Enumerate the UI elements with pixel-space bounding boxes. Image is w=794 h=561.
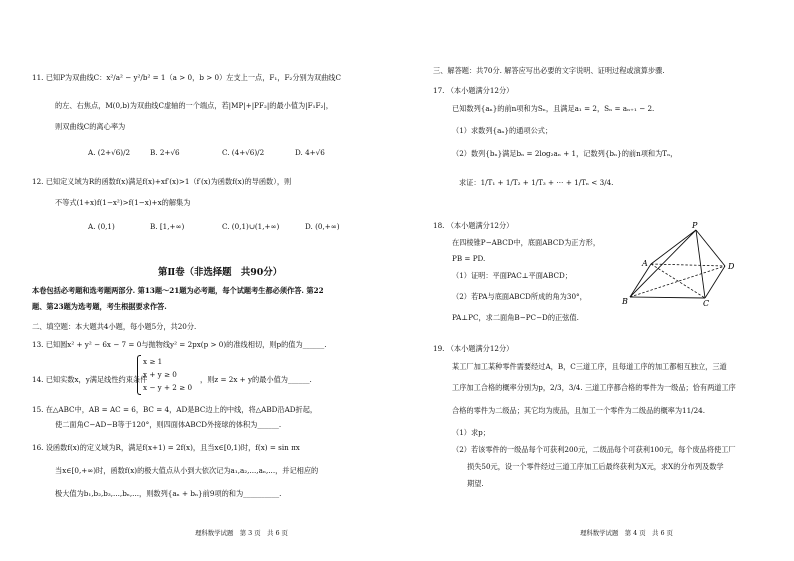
q19-line2: 工序加工合格的概率分别为p，2/3，3/4. 三道工序都合格的零件为一级品；恰有两道工序 (452, 383, 736, 392)
q19-line4: 损失50元，设一个零件经过三道工序加工后最终获利为X元，求X的分布列及数学 (467, 462, 724, 471)
q18-line2: PB = PD. (452, 254, 486, 263)
label-a: A (642, 259, 648, 268)
section-title: 第Ⅱ卷（非选择题 共90分） (158, 267, 283, 278)
q11-option-a: A. (2+√6)/2 (88, 148, 131, 157)
q14-brace (137, 355, 141, 395)
q14-constraint-1: x ≥ 1 (143, 357, 163, 366)
q18-part1: （1）证明：平面PAC⊥平面ABCD； (452, 271, 572, 280)
q14-constraint-3: x − y + 2 ≥ 0 (143, 383, 193, 392)
label-d: D (728, 262, 735, 271)
edge-pb (630, 230, 696, 297)
q11-line3: 则双曲线C的离心率为 (55, 122, 126, 131)
q19-line1: 某工厂加工某种零件需要经过A，B，C三道工序，且每道工序的加工都相互独立，三道 (452, 362, 727, 371)
q12-line2: 不等式(1+x)f(1−x²)>f(1−x)+x的解集为 (55, 198, 191, 207)
fill-header: 二、填空题：本大题共4小题，每小题5分，共20分. (32, 322, 197, 331)
page-4 (397, 0, 794, 561)
q15-line1: 15. 在△ABC中，AB = AC = 6，BC = 4，AD是BC边上的中线，将△ABD沿AD折起， (32, 405, 318, 414)
q11-line1: 11. 已知P为双曲线C：x²/a² − y²/b² = 1（a > 0，b > 0）左支上一点，F₁，F₂分别为双曲线C (32, 73, 341, 82)
q17-title: 17. （本小题满分12分） (433, 86, 514, 95)
q17-prove: 求证：1/T₁ + 1/T₂ + 1/T₃ + ⋯ + 1/Tₙ < 3/4. (459, 178, 614, 187)
q12-line1: 12. 已知定义域为R的函数f(x)满足f(x)+xf′(x)>1（f′(x)为函数f(x)的导函数），则 (32, 177, 292, 186)
q12-option-b: B. [1,+∞) (150, 222, 185, 231)
label-p: P (692, 222, 698, 230)
q11-option-c: C. (4+√6)/2 (222, 148, 265, 157)
q11-line2: 的左、右焦点，M(0,b)为双曲线C虚轴的一个端点，若|MP|+|PF₂|的最小值为|F₁F₂|， (55, 101, 333, 110)
pyramid-figure (619, 222, 739, 308)
diag-ac-hidden (651, 264, 705, 298)
q19-part2: （2）若该零件的一级品每个可获利200元，二级品每个可获利100元，每个废品将使工厂 (452, 445, 736, 454)
q13: 13. 已知圆x² + y² − 6x − 7 = 0与抛物线y² = 2px(p > 0)的准线相切，则p的值为______. (32, 340, 327, 349)
q14-pre: 14. 已知实数x，y满足线性约束条件 (32, 375, 148, 384)
q11-option-d: D. 4+√6 (295, 148, 325, 157)
q12-option-c: C. (0,1)∪(1,+∞) (222, 222, 280, 231)
q11-option-b: B. 2+√6 (150, 148, 180, 157)
q14-constraint-2: x + y ≥ 0 (143, 370, 177, 379)
edge-bc (630, 297, 705, 298)
q16-line1: 16. 设函数f(x)的定义域为R，满足f(x+1) = 2f(x)，且当x∈[0,1)时，f(x) = sin πx (32, 443, 300, 452)
q16-line3: 极大值为b₁,b₂,b₃,...,bₙ,...，则数列{aₙ + bₙ}前9项的和为__________. (55, 489, 282, 498)
q14-post: ，则z = 2x + y的最小值为______. (200, 375, 312, 384)
q18-part2: （2）若PA与底面ABCD所成的角为30°， (452, 292, 587, 301)
edge-cd (705, 266, 725, 298)
page-footer: 理科数学试题 第 4 页 共 6 页 (580, 529, 673, 537)
q12-option-d: D. (0,+∞) (305, 222, 340, 231)
label-b: B (622, 297, 628, 306)
edge-ab (630, 264, 651, 297)
diag-bd-hidden (630, 266, 725, 297)
q19-part1: （1）求p； (452, 428, 490, 437)
section-notice-1: 本卷包括必考题和选考题两部分. 第13题～21题为必考题，每个试题考生都必须作答. 第22 (32, 286, 324, 295)
q19-line3: 合格的零件为二级品；其它均为废品，且加工一个零件为二级品的概率为11/24. (452, 406, 706, 415)
q17-part2: （2）数列{bₙ}满足bₙ = 2log₂aₙ + 1，记数列{bₙ}的前n项和为Tₙ， (452, 149, 678, 158)
page-footer: 理科数学试题 第 3 页 共 6 页 (195, 529, 288, 537)
q17-line1: 已知数列{aₙ}的前n项和为Sₙ，且满足a₁ = 2，Sₙ = aₙ₊₁ − 2. (452, 104, 655, 113)
q19-title: 19. （本小题满分12分） (433, 344, 514, 353)
answer-header: 三、解答题：共70分. 解答应写出必要的文字说明、证明过程或演算步骤. (433, 66, 665, 75)
label-c: C (703, 299, 710, 308)
q12-option-a: A. (0,1) (88, 222, 115, 231)
q15-line2: 使二面角C−AD−B等于120°，则四面体ABCD外接球的体积为______. (55, 420, 282, 429)
section-notice-2: 题、第23题为选考题，考生根据要求作答. (32, 302, 167, 311)
q16-line2: 当x∈[0,+∞)时，函数f(x)的极大值点从小到大依次记为a₁,a₂,...,aₙ,...，并记相应的 (55, 466, 319, 475)
edge-pa (651, 230, 696, 264)
q17-part1: （1）求数列{aₙ}的通项公式； (452, 126, 553, 135)
q18-line1: 在四棱锥P−ABCD中，底面ABCD为正方形， (452, 238, 601, 247)
q18-title: 18. （本小题满分12分） (433, 221, 514, 230)
q18-line3: PA⊥PC，求二面角B−PC−D的正弦值. (452, 313, 579, 322)
q19-line5: 期望. (467, 479, 484, 488)
